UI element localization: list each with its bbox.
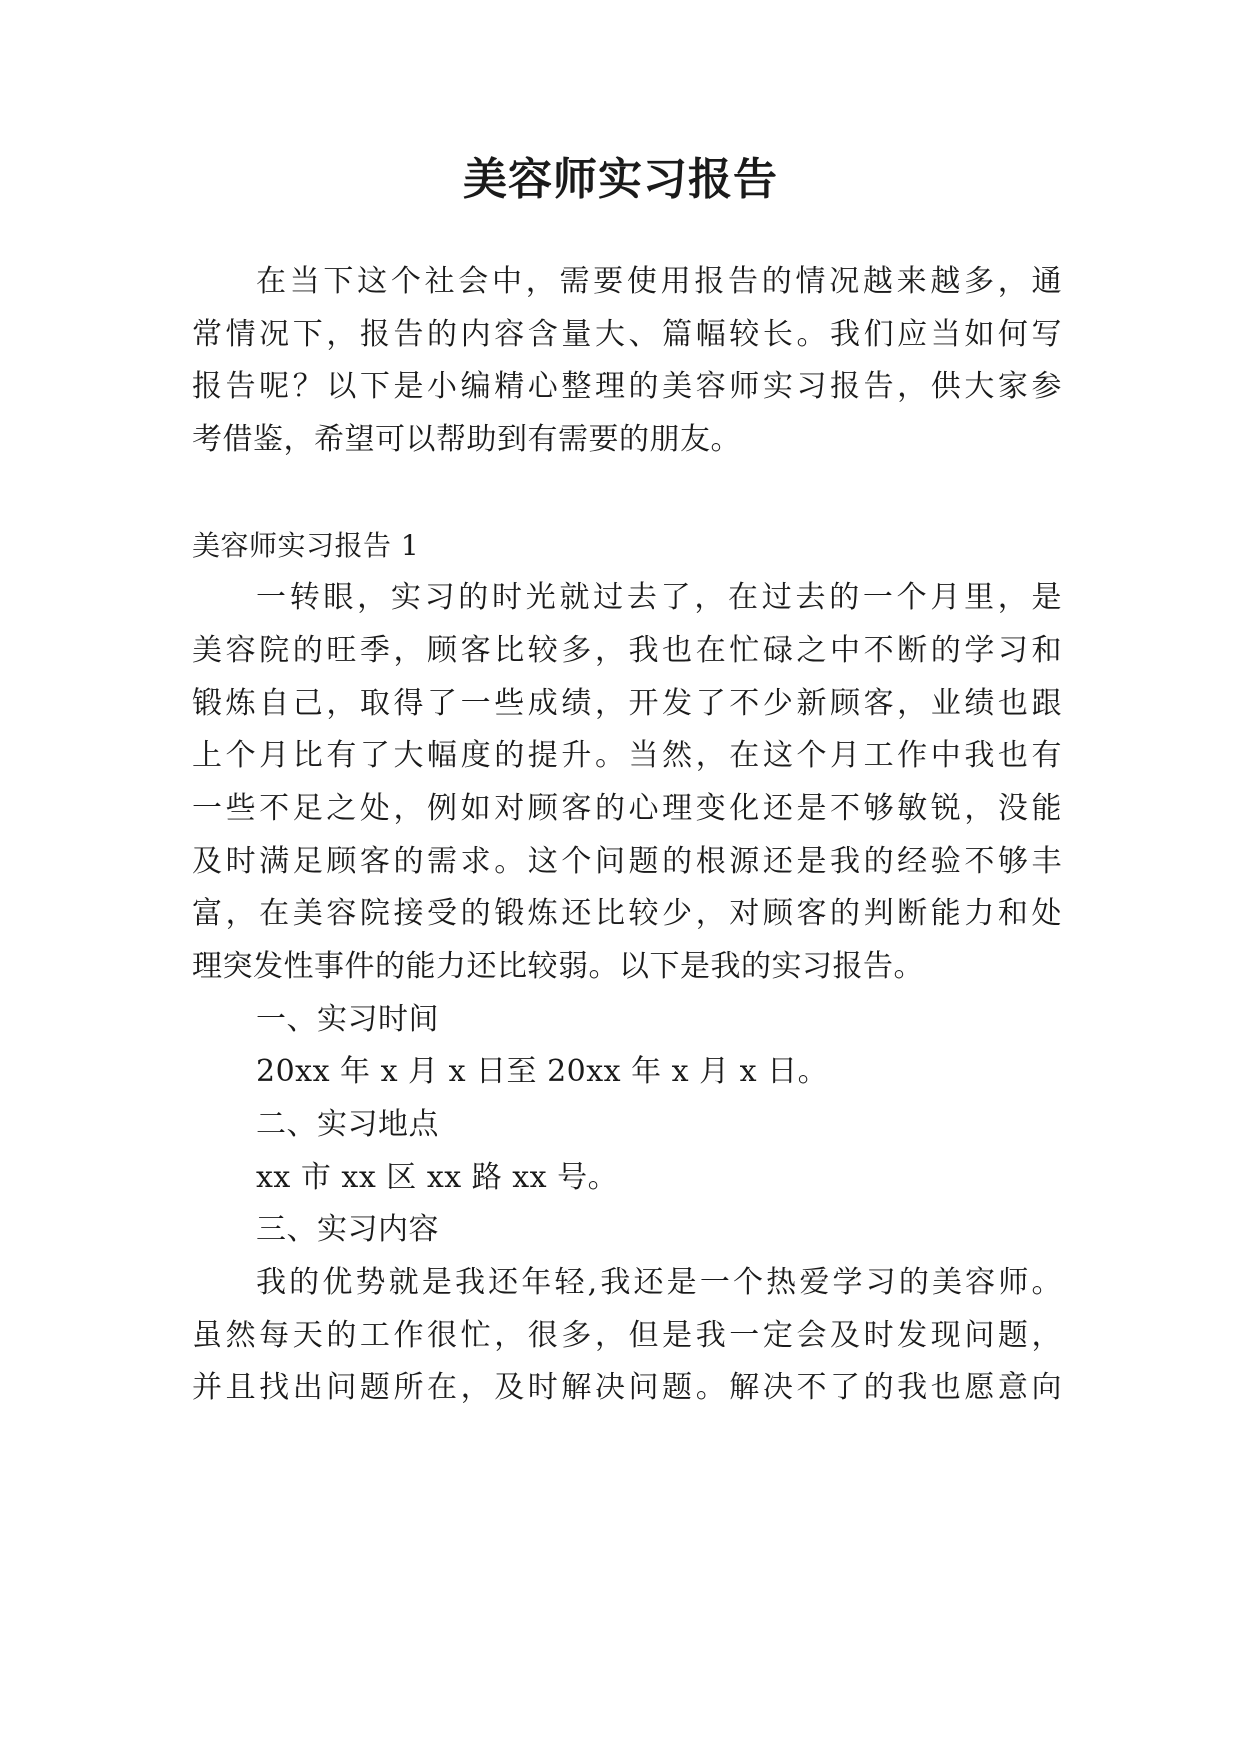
item2-heading: 二、实习地点 [256, 1107, 439, 1142]
intro-line: 常情况下，报告的内容含量大、篇幅较长。我们应当如何写 [192, 317, 1062, 352]
section1-line: 及时满足顾客的需求。这个问题的根源还是我的经验不够丰 [192, 844, 1062, 879]
intro-line: 报告呢？以下是小编精心整理的美容师实习报告，供大家参 [192, 369, 1062, 404]
item2-text: xx 市 xx 区 xx 路 xx 号。 [256, 1160, 619, 1195]
item3-line: 并且找出问题所在，及时解决问题。解决不了的我也愿意向 [192, 1370, 1062, 1405]
item1-heading: 一、实习时间 [256, 1002, 439, 1037]
section1-line: 一转眼，实习的时光就过去了，在过去的一个月里，是 [256, 580, 1062, 615]
section1-line: 富，在美容院接受的锻炼还比较少，对顾客的判断能力和处 [192, 896, 1062, 931]
section1-line: 一些不足之处，例如对顾客的心理变化还是不够敏锐，没能 [192, 791, 1062, 826]
item1-text: 20xx 年 x 月 x 日至 20xx 年 x 月 x 日。 [256, 1054, 829, 1089]
section1-line: 理突发性事件的能力还比较弱。以下是我的实习报告。 [192, 949, 924, 984]
section1-line: 美容院的旺季，顾客比较多，我也在忙碌之中不断的学习和 [192, 633, 1062, 668]
section1-line: 锻炼自己，取得了一些成绩，开发了不少新顾客，业绩也跟 [192, 686, 1062, 721]
item3-heading: 三、实习内容 [256, 1212, 439, 1247]
section1-line: 上个月比有了大幅度的提升。当然，在这个月工作中我也有 [192, 738, 1062, 773]
item3-line: 虽然每天的工作很忙，很多，但是我一定会及时发现问题， [192, 1318, 1062, 1353]
item3-line: 我的优势就是我还年轻,我还是一个热爱学习的美容师。 [256, 1265, 1062, 1300]
section-heading: 美容师实习报告 1 [192, 529, 420, 562]
intro-line: 在当下这个社会中，需要使用报告的情况越来越多，通 [256, 264, 1062, 299]
intro-line: 考借鉴，希望可以帮助到有需要的朋友。 [192, 422, 741, 457]
document-title: 美容师实习报告 [463, 154, 778, 205]
